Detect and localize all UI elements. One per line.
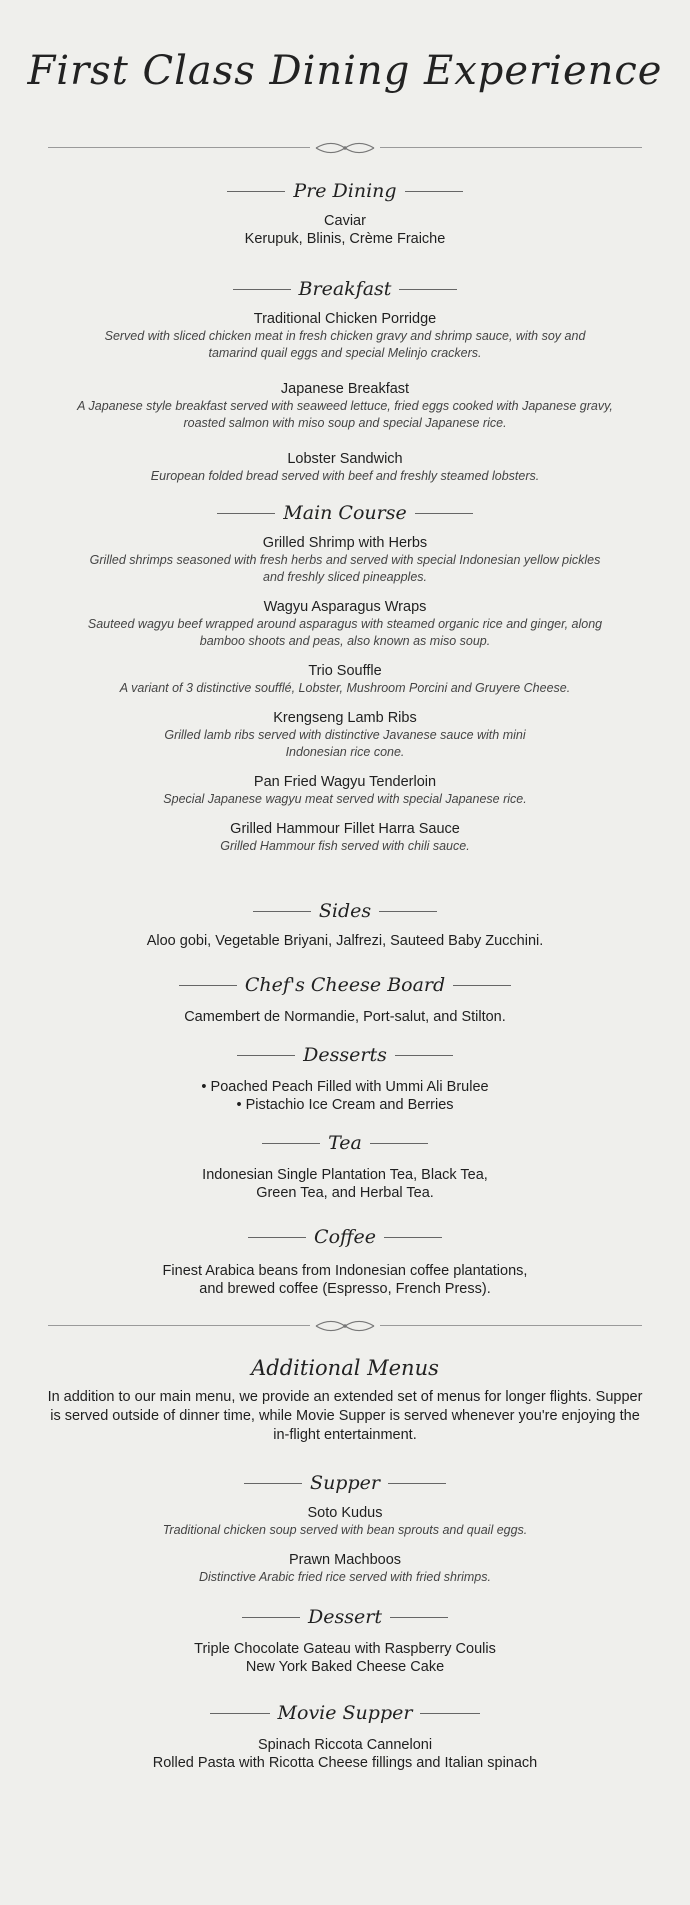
flourish-icon [310, 140, 380, 156]
section-heading: Breakfast [298, 278, 392, 300]
item-name: Krengseng Lamb Ribs [273, 710, 417, 726]
item-description: Grilled shrimps seasoned with fresh herbs and served with special Indonesian yellow pickles and freshly sliced pineapples. [89, 553, 601, 584]
menu-line: Green Tea, and Herbal Tea. [256, 1185, 434, 1201]
section-heading: Dessert [308, 1606, 382, 1628]
additional-title: Additional Menus [251, 1356, 439, 1380]
item-description: A variant of 3 distinctive soufflé, Lobster, Mushroom Porcini and Gruyere Cheese. [119, 681, 571, 695]
list-item [0, 709, 690, 761]
list-item [0, 380, 690, 432]
list-item [0, 534, 690, 586]
list-item [0, 598, 690, 650]
menu-line: Triple Chocolate Gateau with Raspberry Coulis [194, 1641, 496, 1657]
item-description: Special Japanese wagyu meat served with special Japanese rice. [163, 792, 527, 806]
section-pre-dining [0, 178, 690, 248]
section-cheese-board [0, 972, 690, 1026]
page-title: First Class Dining Experience [27, 48, 663, 94]
section-heading: Chef's Cheese Board [244, 974, 446, 996]
section-heading: Movie Supper [277, 1702, 413, 1724]
item-description: Sauteed wagyu beef wrapped around asparagus with steamed organic rice and ginger, along bamboo shoots and peas, also known as miso soup. [87, 617, 603, 648]
item-description: Grilled lamb ribs served with distinctive Javanese sauce with mini Indonesian rice cone. [164, 728, 526, 759]
additional-description: In addition to our main menu, we provide an extended set of menus for longer flights. Supper is served outside of dinner time, while Movie Supper is served whenever you're enjoying the in-flight entertainment. [47, 1389, 643, 1443]
item-name: Grilled Hammour Fillet Harra Sauce [230, 821, 460, 837]
divider [48, 1318, 642, 1334]
item-name: Trio Souffle [308, 663, 382, 679]
menu-line: Caviar [324, 213, 366, 229]
menu-line: Kerupuk, Blinis, Crème Fraiche [244, 231, 446, 247]
list-item [0, 662, 690, 697]
section-heading: Tea [328, 1132, 362, 1154]
section-sides [0, 898, 690, 950]
section-tea [0, 1130, 690, 1202]
divider [48, 140, 642, 156]
menu-line: and brewed coffee (Espresso, French Press). [199, 1281, 491, 1297]
section-dessert [0, 1604, 690, 1676]
item-description: Distinctive Arabic fried rice served with fried shrimps. [199, 1570, 491, 1584]
item-name: Japanese Breakfast [280, 381, 410, 397]
section-heading: Main Course [283, 502, 407, 524]
section-coffee [0, 1224, 690, 1298]
menu-line: New York Baked Cheese Cake [245, 1659, 445, 1675]
section-heading: Desserts [303, 1044, 387, 1066]
section-heading: Sides [318, 900, 372, 922]
item-name: Traditional Chicken Porridge [253, 311, 437, 327]
menu-line: Camembert de Normandie, Port-salut, and Stilton. [184, 1009, 506, 1025]
section-main-course [0, 500, 690, 855]
item-description: Traditional chicken soup served with bean sprouts and quail eggs. [162, 1523, 528, 1537]
item-description: Grilled Hammour fish served with chili sauce. [220, 839, 470, 853]
section-heading: Pre Dining [293, 180, 397, 202]
section-heading: Supper [310, 1472, 380, 1494]
section-additional-menus [0, 1356, 690, 1445]
section-desserts [0, 1042, 690, 1114]
list-item [0, 450, 690, 485]
item-name: Prawn Machboos [288, 1552, 402, 1568]
list-item [0, 310, 690, 362]
item-name: Grilled Shrimp with Herbs [262, 535, 428, 551]
list-item [0, 820, 690, 855]
list-item [0, 1504, 690, 1539]
flourish-icon [310, 1318, 380, 1334]
menu-line: Spinach Riccota Canneloni [257, 1737, 433, 1753]
menu-line: Finest Arabica beans from Indonesian coffee plantations, [162, 1263, 528, 1279]
menu-line: Aloo gobi, Vegetable Briyani, Jalfrezi, Sauteed Baby Zucchini. [146, 933, 544, 949]
section-heading: Coffee [314, 1226, 376, 1248]
section-movie-supper [0, 1700, 690, 1772]
item-name: Lobster Sandwich [287, 451, 403, 467]
item-name: Pan Fried Wagyu Tenderloin [253, 774, 437, 790]
menu-line: Rolled Pasta with Ricotta Cheese fillings and Italian spinach [152, 1755, 538, 1771]
item-description: A Japanese style breakfast served with seaweed lettuce, fried eggs cooked with Japanese gravy, roasted salmon with miso soup and special Japanese rice. [77, 399, 613, 430]
item-name: Soto Kudus [307, 1505, 383, 1521]
menu-line: Indonesian Single Plantation Tea, Black Tea, [202, 1167, 488, 1183]
list-item [0, 1551, 690, 1586]
menu-line: • Pistachio Ice Cream and Berries [236, 1097, 454, 1113]
item-description: Served with sliced chicken meat in fresh chicken gravy and shrimp sauce, with soy and tamarind quail eggs and special Melinjo crackers. [104, 329, 586, 360]
section-supper [0, 1470, 690, 1586]
menu-line: • Poached Peach Filled with Ummi Ali Brulee [201, 1079, 489, 1095]
section-breakfast [0, 276, 690, 485]
list-item [0, 773, 690, 808]
item-description: European folded bread served with beef and freshly steamed lobsters. [150, 469, 540, 483]
item-name: Wagyu Asparagus Wraps [263, 599, 427, 615]
